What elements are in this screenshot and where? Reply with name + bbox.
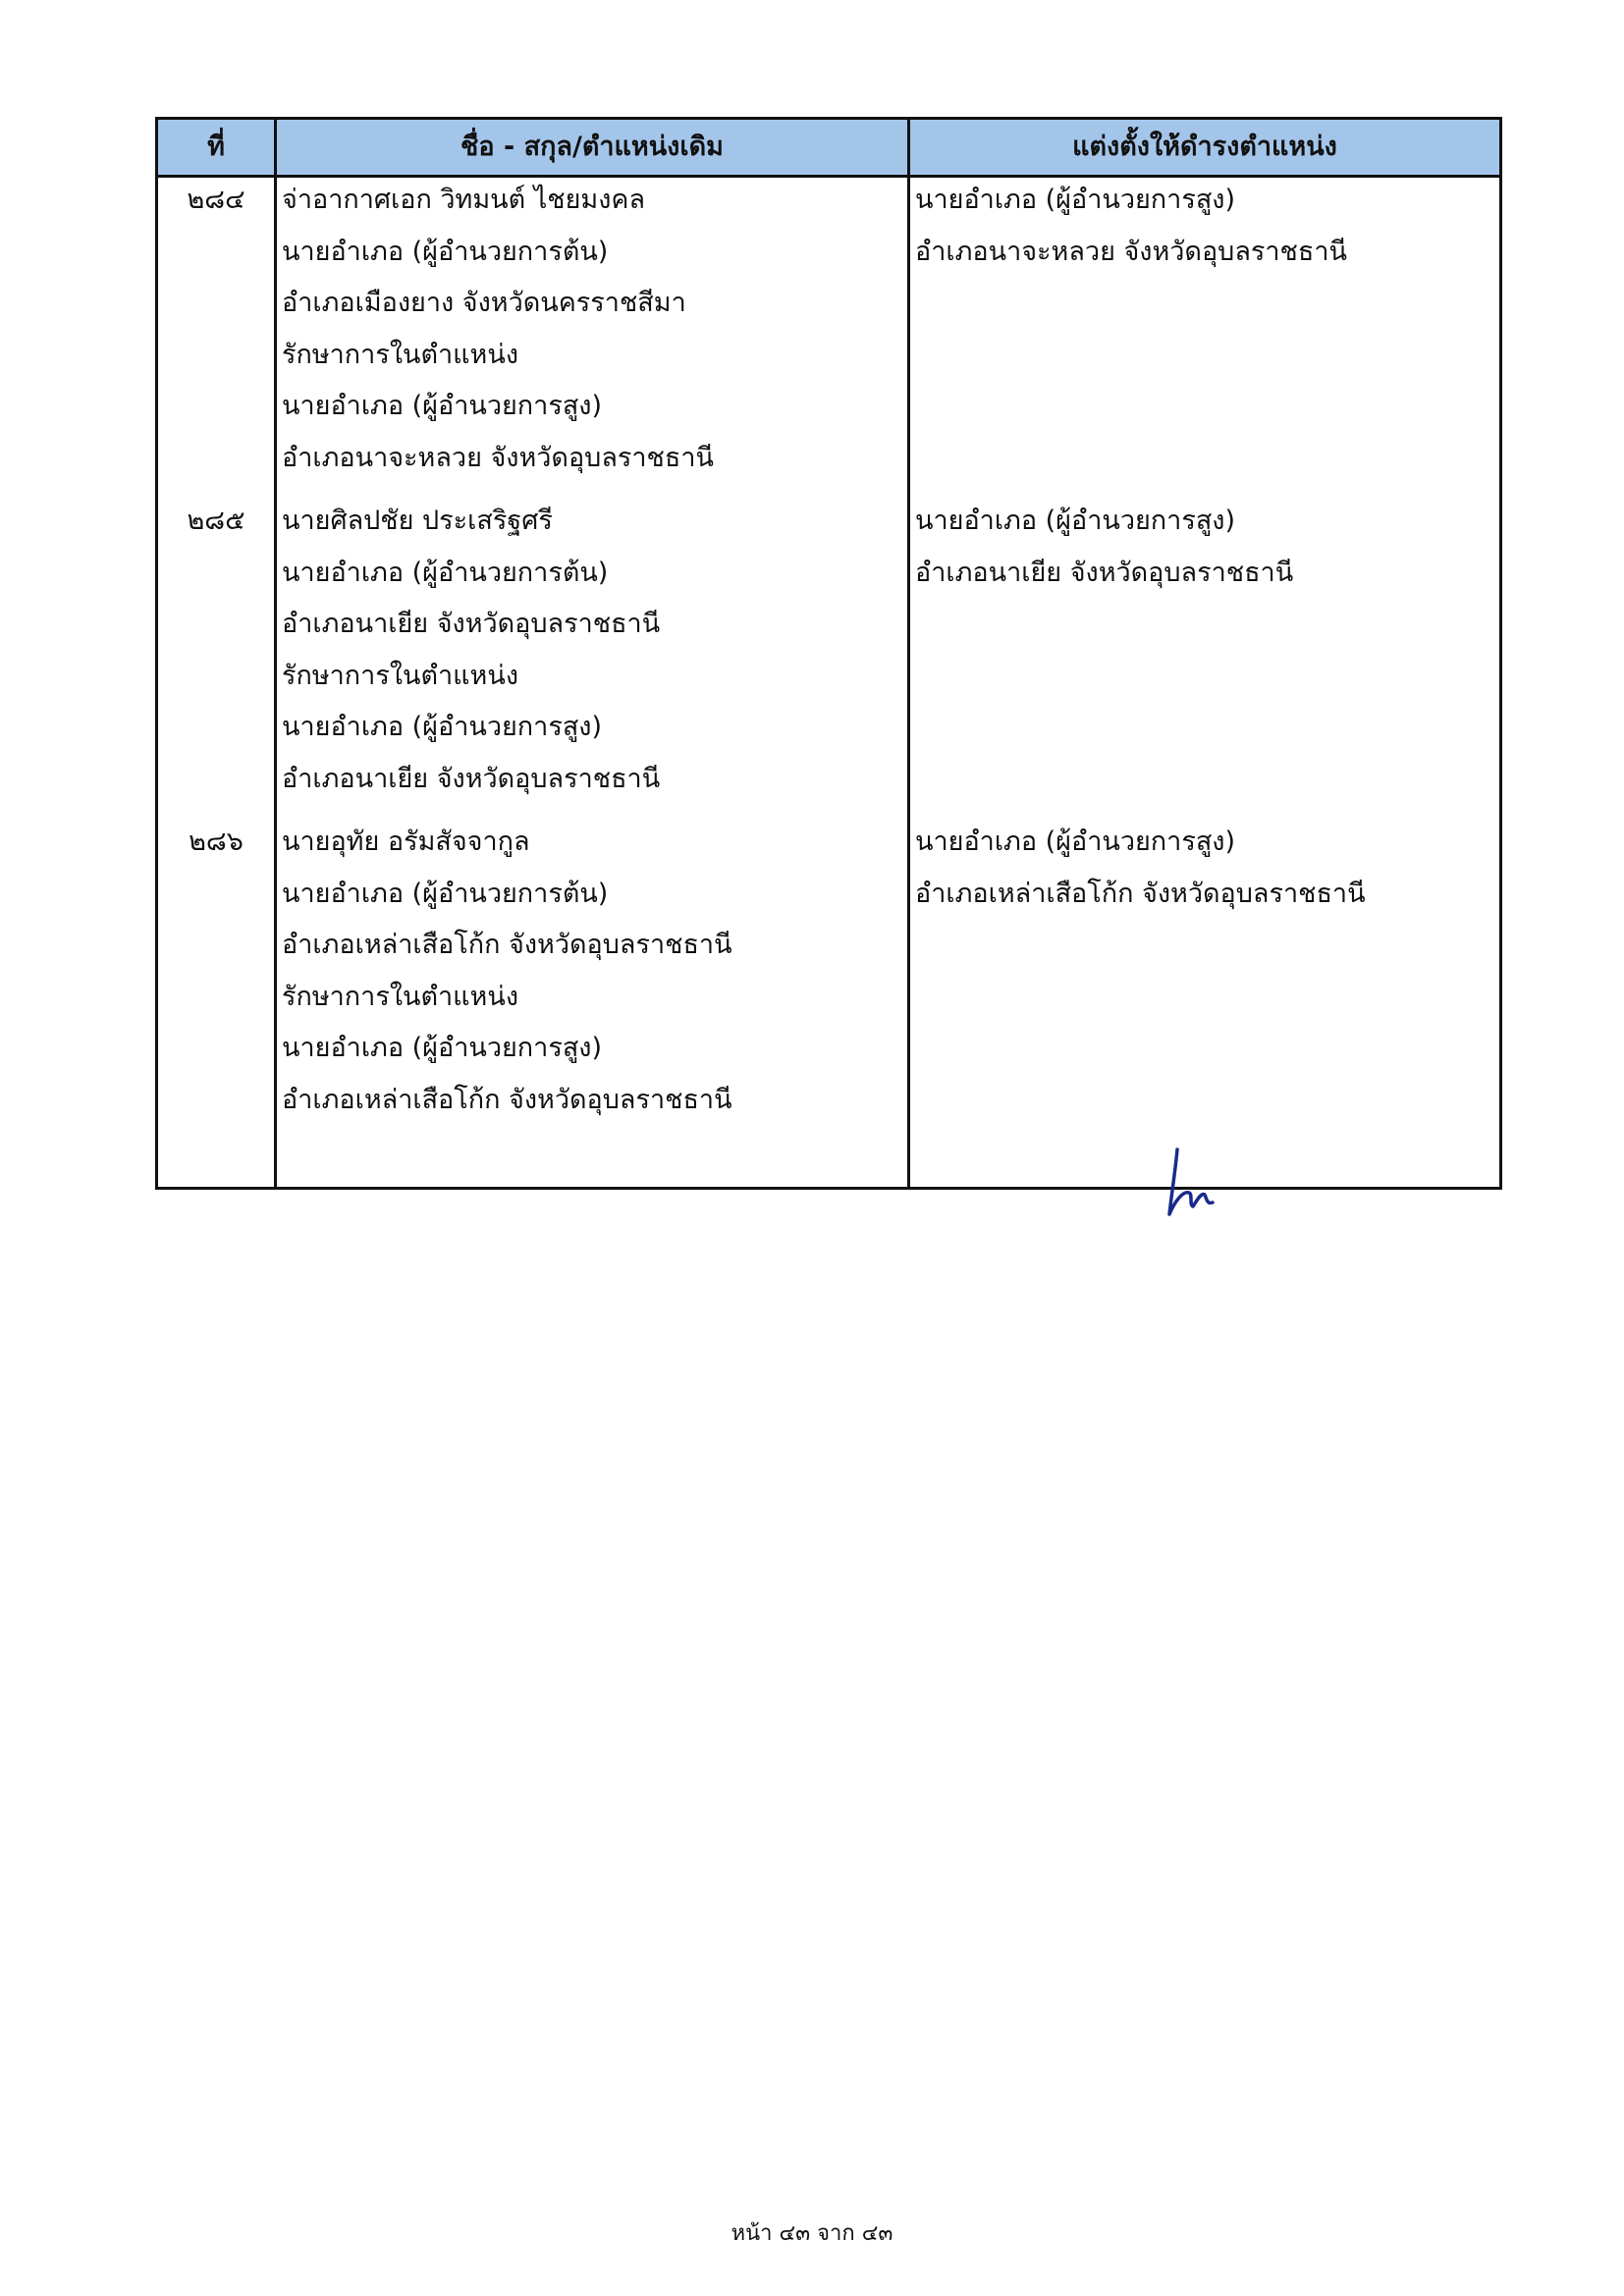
new-position-lines — [915, 817, 1494, 920]
old-line: อำเภอนาเยีย จังหวัดอุบลราชธานี — [282, 763, 661, 794]
old-line: อำเภอนาเยีย จังหวัดอุบลราชธานี — [282, 609, 661, 639]
old-line: นายอำเภอ (ผู้อำนวยการต้น) — [282, 557, 609, 588]
new-position-lines — [915, 175, 1494, 278]
old-line: รักษาการในตำแหน่ง — [282, 339, 518, 370]
new-position-lines — [915, 496, 1494, 599]
old-position-lines — [282, 175, 900, 484]
header-new-position: แต่งตั้งให้ดำรงตำแหน่ง — [1072, 132, 1337, 162]
old-line: นายอำเภอ (ผู้อำนวยการสูง) — [282, 712, 603, 742]
new-line: อำเภอนาเยีย จังหวัดอุบลราชธานี — [915, 557, 1294, 588]
old-line: อำเภอนาจะหลวย จังหวัดอุบลราชธานี — [282, 442, 714, 473]
new-line: นายอำเภอ (ผู้อำนวยการสูง) — [915, 185, 1236, 215]
header-no: ที่ — [207, 132, 225, 162]
old-line: นายอำเภอ (ผู้อำนวยการสูง) — [282, 1033, 603, 1063]
column-divider — [907, 120, 910, 1187]
old-line: นายอำเภอ (ผู้อำนวยการต้น) — [282, 236, 609, 267]
row-number: ๒๘๔ — [187, 185, 245, 215]
header-old-position: ชื่อ - สกุล/ตำแหน่งเดิม — [460, 132, 724, 162]
table-header — [158, 120, 1499, 178]
signature-mark — [1164, 1142, 1222, 1220]
old-line: นายอำเภอ (ผู้อำนวยการต้น) — [282, 878, 609, 909]
old-line: นายศิลปชัย ประเสริฐศรี — [282, 506, 553, 536]
old-line: จ่าอากาศเอก วิทมนต์ ไชยมงคล — [282, 185, 646, 215]
row-number: ๒๘๖ — [189, 827, 244, 857]
new-line: อำเภอเหล่าเสือโก้ก จังหวัดอุบลราชธานี — [915, 878, 1366, 909]
old-line: อำเภอเมืองยาง จังหวัดนครราชสีมา — [282, 288, 686, 318]
old-position-lines — [282, 817, 900, 1126]
old-line: นายอุทัย อรัมสัจจากูล — [282, 827, 530, 857]
old-line: รักษาการในตำแหน่ง — [282, 981, 518, 1012]
new-line: นายอำเภอ (ผู้อำนวยการสูง) — [915, 827, 1236, 857]
new-line: นายอำเภอ (ผู้อำนวยการสูง) — [915, 506, 1236, 536]
column-divider — [274, 120, 277, 1187]
appointment-table — [155, 117, 1502, 1190]
page-number: หน้า ๔๓ จาก ๔๓ — [731, 2221, 893, 2246]
old-line: รักษาการในตำแหน่ง — [282, 660, 518, 691]
old-line: อำเภอเหล่าเสือโก้ก จังหวัดอุบลราชธานี — [282, 1084, 732, 1115]
new-line: อำเภอนาจะหลวย จังหวัดอุบลราชธานี — [915, 236, 1347, 267]
old-position-lines — [282, 496, 900, 805]
old-line: อำเภอเหล่าเสือโก้ก จังหวัดอุบลราชธานี — [282, 930, 732, 960]
old-line: นายอำเภอ (ผู้อำนวยการสูง) — [282, 391, 603, 421]
row-number: ๒๘๕ — [187, 506, 245, 536]
